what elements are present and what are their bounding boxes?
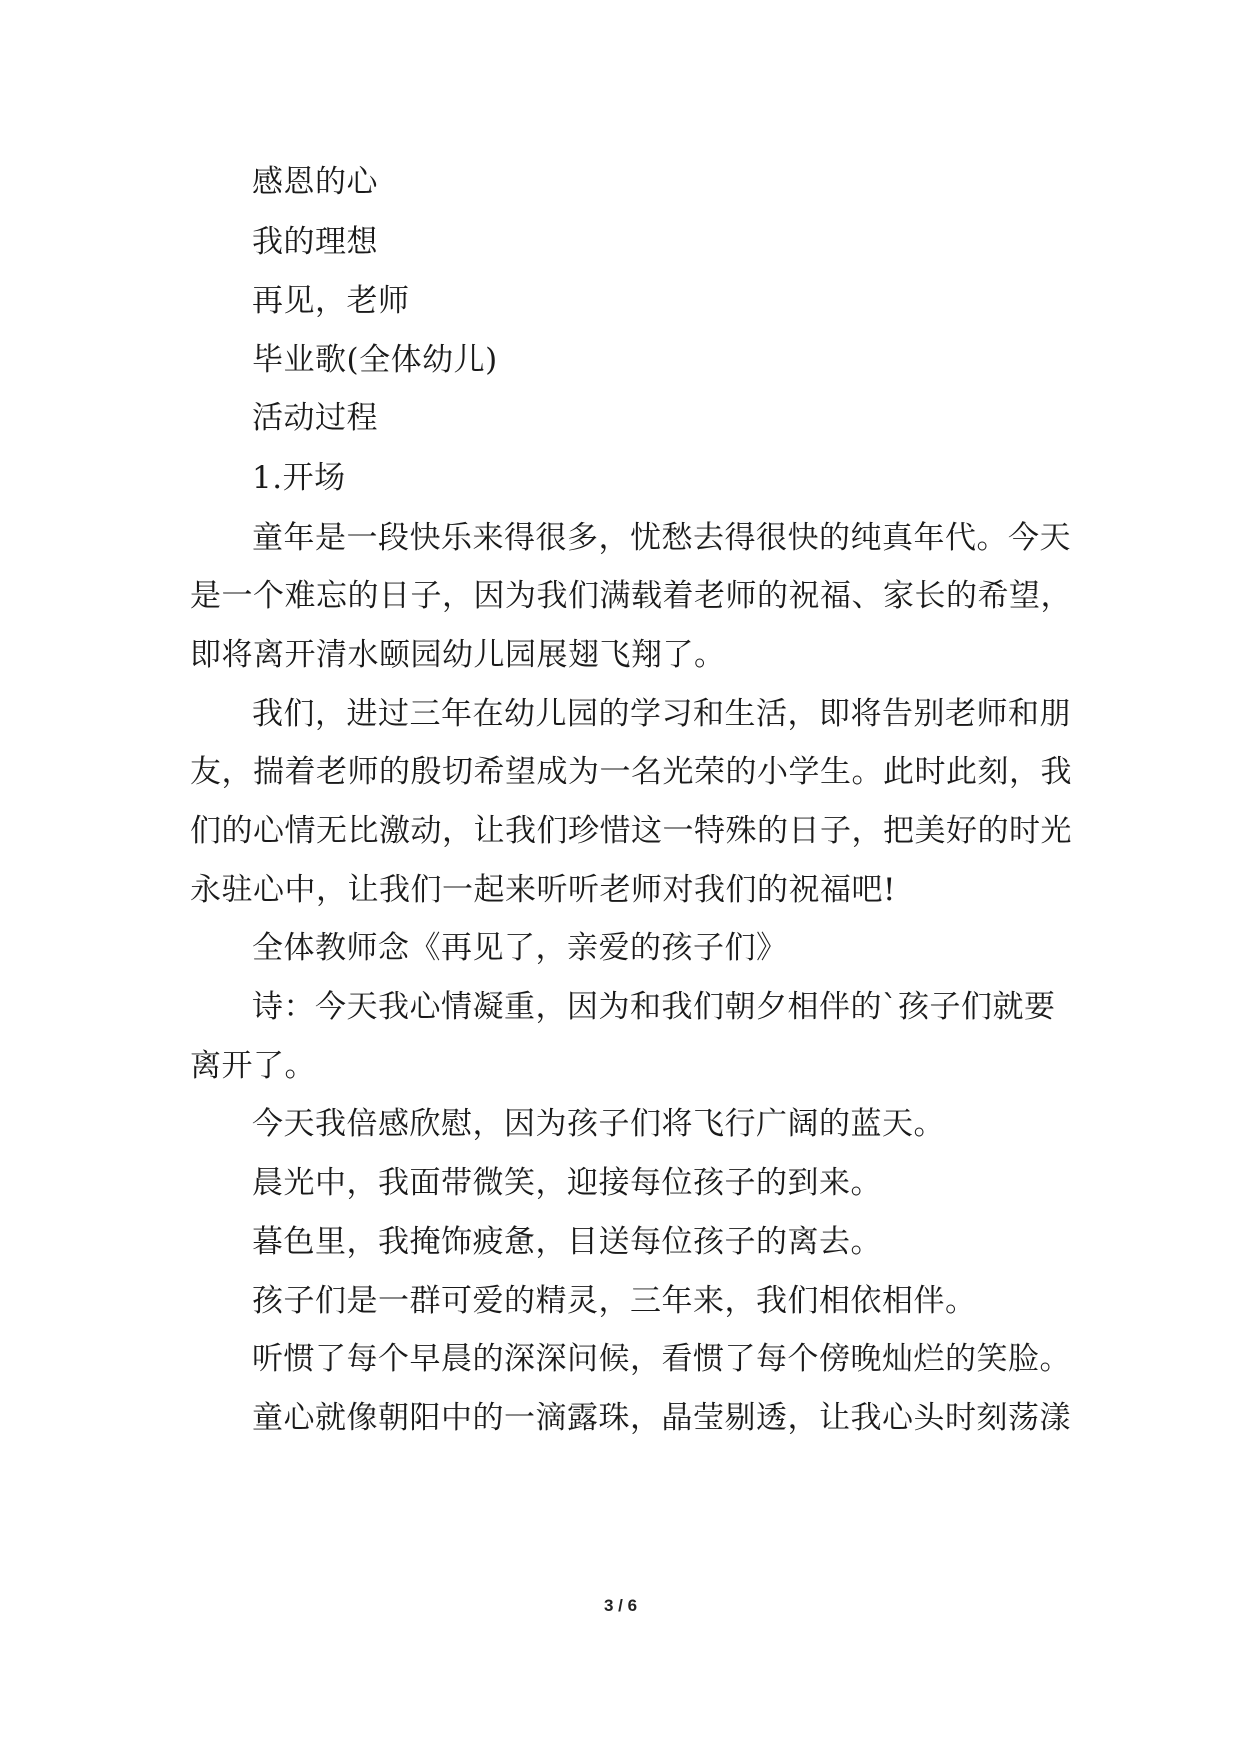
program-item-grateful-heart: 感恩的心 [252,164,378,200]
poem-line: 离开了。 [190,1048,316,1084]
section-heading-activity-process: 活动过程 [252,400,378,436]
poem-line: 诗：今天我心情凝重，因为和我们朝夕相伴的`孩子们就要 [252,989,1056,1025]
poem-line: 童心就像朝阳中的一滴露珠，晶莹剔透，让我心头时刻荡漾 [252,1400,1071,1436]
section-heading-opening: 1.开场 [252,460,346,496]
poem-line: 孩子们是一群可爱的精灵，三年来，我们相依相伴。 [252,1283,977,1319]
paragraph-line: 友，揣着老师的殷切希望成为一名光荣的小学生。此时此刻，我 [190,754,1072,790]
program-item-graduation-song: 毕业歌(全体幼儿) [252,342,498,378]
paragraph-line: 即将离开清水颐园幼儿园展翅飞翔了。 [190,637,726,673]
paragraph-line: 我们，进过三年在幼儿园的学习和生活，即将告别老师和朋 [252,696,1071,732]
poem-line: 今天我倍感欣慰，因为孩子们将飞行广阔的蓝天。 [252,1106,945,1142]
poem-line: 听惯了每个早晨的深深问候，看惯了每个傍晚灿烂的笑脸。 [252,1341,1071,1377]
paragraph-line: 童年是一段快乐来得很多，忧愁去得很快的纯真年代。今天 [252,520,1071,556]
paragraph-line: 是一个难忘的日子，因为我们满载着老师的祝福、家长的希望， [190,578,1072,614]
program-item-my-dream: 我的理想 [252,224,378,260]
poem-line: 晨光中，我面带微笑，迎接每位孩子的到来。 [252,1165,882,1201]
poem-title-line: 全体教师念《再见了，亲爱的孩子们》 [252,930,788,966]
poem-line: 暮色里，我掩饰疲惫，目送每位孩子的离去。 [252,1224,882,1260]
paragraph-line: 永驻心中，让我们一起来听听老师对我们的祝福吧! [190,872,896,908]
program-item-goodbye-teacher: 再见，老师 [252,283,410,319]
page-number: 3 / 6 [603,1596,638,1615]
paragraph-line: 们的心情无比激动，让我们珍惜这一特殊的日子，把美好的时光 [190,813,1072,849]
